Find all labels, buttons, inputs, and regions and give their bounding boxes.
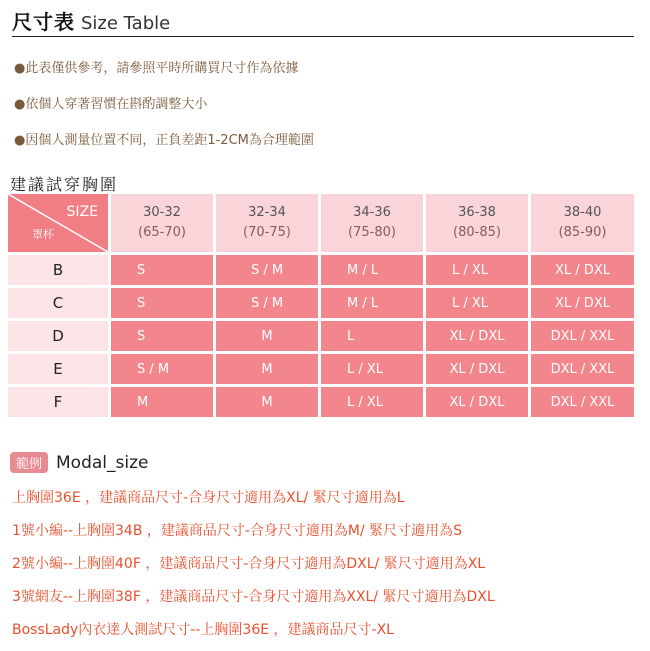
- table-cell: M: [111, 387, 213, 417]
- column-band: 36-38: [458, 205, 496, 220]
- table-cell: L / XL: [321, 387, 423, 417]
- table-row: [8, 354, 640, 384]
- column-range: (70-75): [243, 225, 291, 240]
- example-line: 2號小編--上胸圍40F ，建議商品尺寸-合身尺寸適用為DXL/ 緊尺寸適用為XL: [12, 555, 486, 572]
- column-band: 34-36: [353, 205, 391, 220]
- table-cell: L: [321, 321, 423, 351]
- example-line: 上胸圍36E ，建議商品尺寸-合身尺寸適用為XL/ 緊尺寸適用為L: [12, 489, 405, 506]
- note-item: [14, 120, 634, 156]
- table-row: [8, 321, 640, 351]
- column-band: 30-32: [143, 205, 181, 220]
- table-cell: M / L: [321, 255, 423, 285]
- table-cell: M: [216, 321, 318, 351]
- table-header-row: [8, 194, 640, 252]
- table-cell: DXL / XXL: [531, 354, 634, 384]
- recommend-title: 建議試穿胸圍: [10, 175, 119, 194]
- corner-size-label: SIZE: [66, 204, 98, 220]
- example-badge: 範例: [10, 452, 48, 473]
- example-title: Modal_size: [56, 452, 149, 473]
- table-cell: L / XL: [426, 288, 528, 318]
- table-cell: S / M: [216, 288, 318, 318]
- row-cup-label: B: [8, 255, 108, 285]
- table-cell: DXL / XXL: [531, 321, 634, 351]
- table-cell: M / L: [321, 288, 423, 318]
- example-lines: [12, 480, 642, 645]
- table-cell: XL / DXL: [531, 288, 634, 318]
- size-table: [8, 194, 640, 417]
- column-range: (80-85): [453, 225, 501, 240]
- note-item: [14, 48, 634, 84]
- table-cell: XL / DXL: [426, 387, 528, 417]
- column-header: [216, 194, 318, 252]
- row-cup-label: C: [8, 288, 108, 318]
- column-band: 38-40: [563, 205, 602, 220]
- table-cell: DXL / XXL: [531, 387, 634, 417]
- table-cell: S / M: [111, 354, 213, 384]
- table-cell: L / XL: [426, 255, 528, 285]
- column-header: [111, 194, 213, 252]
- column-range: (65-70): [138, 225, 186, 240]
- table-cell: L / XL: [321, 354, 423, 384]
- row-cup-label: F: [8, 387, 108, 417]
- column-header: [426, 194, 528, 252]
- page-header: [12, 6, 634, 37]
- page-title-zh: 尺寸表: [12, 10, 75, 34]
- note-text: ●因個人測量位置不同，正負差距1-2CM為合理範圍: [14, 132, 314, 148]
- corner-cup-label: 罩杯: [32, 228, 54, 241]
- table-cell: XL / DXL: [426, 321, 528, 351]
- note-item: [14, 84, 634, 120]
- corner-diagonal: [8, 194, 108, 252]
- note-text: ●依個人穿著習慣在斟酌調整大小: [14, 96, 208, 112]
- table-row: [8, 255, 640, 285]
- example-line: 1號小編--上胸圍34B ，建議商品尺寸-合身尺寸適用為M/ 緊尺寸適用為S: [12, 522, 463, 539]
- column-header: [531, 194, 634, 252]
- example-line: BossLady內衣達人測試尺寸--上胸圍36E ，建議商品尺寸-XL: [12, 621, 394, 638]
- notes-list: [14, 48, 634, 156]
- table-cell: S: [111, 255, 213, 285]
- table-cell: XL / DXL: [426, 354, 528, 384]
- column-header: [321, 194, 423, 252]
- table-row: [8, 288, 640, 318]
- table-cell: S: [111, 288, 213, 318]
- table-cell: S / M: [216, 255, 318, 285]
- column-range: (85-90): [558, 225, 607, 240]
- table-row: [8, 387, 640, 417]
- example-line: 3號網友--上胸圍38F ，建議商品尺寸-合身尺寸適用為XXL/ 緊尺寸適用為DXL: [12, 588, 495, 605]
- example-heading: [10, 452, 148, 473]
- table-cell: M: [216, 387, 318, 417]
- note-text: ●此表僅供參考，請參照平時所購買尺寸作為依據: [14, 60, 299, 76]
- table-cell: XL / DXL: [531, 255, 634, 285]
- column-band: 32-34: [248, 205, 286, 220]
- table-corner-cell: [8, 194, 108, 252]
- table-cell: S: [111, 321, 213, 351]
- row-cup-label: D: [8, 321, 108, 351]
- table-cell: M: [216, 354, 318, 384]
- row-cup-label: E: [8, 354, 108, 384]
- column-range: (75-80): [348, 225, 396, 240]
- page-title-en: Size Table: [81, 13, 171, 34]
